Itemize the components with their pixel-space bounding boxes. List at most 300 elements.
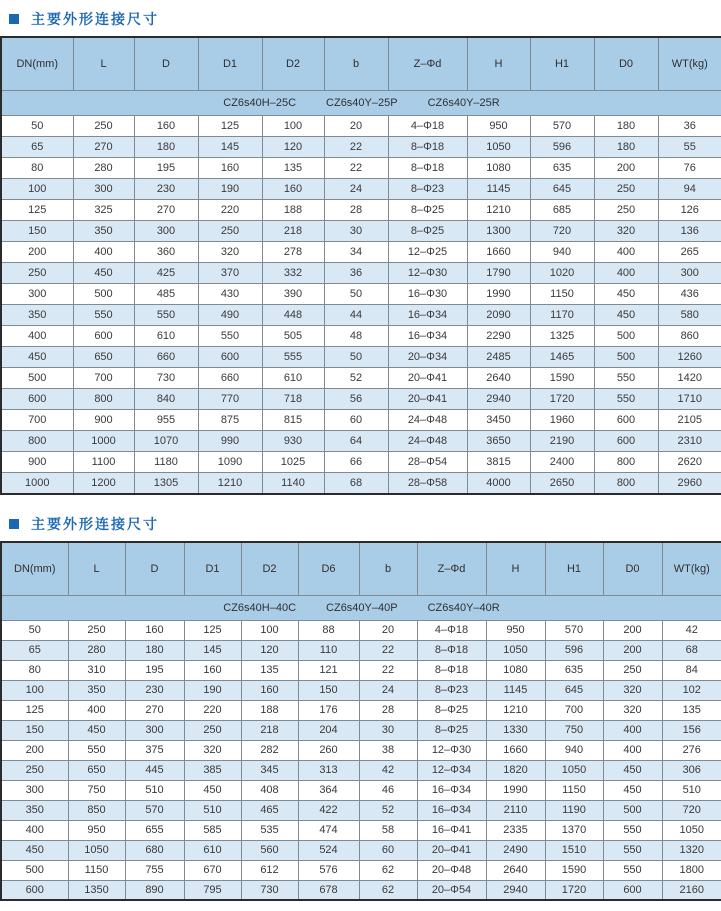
table-cell: 1990 (486, 780, 545, 800)
table-cell: 22 (359, 660, 417, 680)
table-cell: 1170 (530, 305, 594, 326)
table-cell: 1960 (530, 410, 594, 431)
table-cell: 1050 (486, 640, 545, 660)
table-cell: 1145 (486, 680, 545, 700)
table-cell: 80 (1, 660, 68, 680)
column-header: b (359, 542, 417, 596)
table-row (1, 473, 721, 494)
table-cell: 270 (134, 200, 198, 221)
column-header: D (125, 542, 184, 596)
table-cell: 60 (359, 840, 417, 860)
table-cell: 176 (298, 700, 359, 720)
table-cell: 600 (603, 880, 662, 900)
column-header: D6 (298, 542, 359, 596)
table-cell: 2620 (658, 452, 721, 473)
table-cell: 1050 (68, 840, 125, 860)
table-cell: 20–Φ41 (388, 389, 467, 410)
table-cell: 500 (1, 860, 68, 880)
table-cell: 1070 (134, 431, 198, 452)
table-cell: 350 (68, 680, 125, 700)
model-name: CZ6s40H–40C (223, 601, 297, 614)
table-row (1, 700, 721, 720)
table-cell: 36 (324, 263, 388, 284)
table-cell: 1150 (68, 860, 125, 880)
column-header: H1 (530, 37, 594, 91)
table-cell: 100 (262, 116, 324, 137)
column-header: D0 (594, 37, 658, 91)
table-cell: 2290 (467, 326, 530, 347)
table-cell: 364 (298, 780, 359, 800)
table-cell: 600 (1, 880, 68, 900)
table-cell: 8–Φ18 (388, 137, 467, 158)
table-cell: 24 (359, 680, 417, 700)
table-cell: 8–Φ23 (417, 680, 486, 700)
table-cell: 678 (298, 880, 359, 900)
table-cell: 180 (134, 137, 198, 158)
table-cell: 180 (594, 116, 658, 137)
table-cell: 188 (262, 200, 324, 221)
table-cell: 550 (134, 305, 198, 326)
table-cell: 450 (603, 760, 662, 780)
table-cell: 474 (298, 820, 359, 840)
table-row (1, 431, 721, 452)
column-header: D1 (198, 37, 262, 91)
table-cell: 670 (184, 860, 241, 880)
table-cell: 20–Φ48 (417, 860, 486, 880)
table-cell: 1150 (530, 284, 594, 305)
table-cell: 320 (603, 700, 662, 720)
table-cell: 600 (594, 431, 658, 452)
table-row (1, 860, 721, 880)
table-cell: 28 (359, 700, 417, 720)
table-row (1, 263, 721, 284)
table-row (1, 410, 721, 431)
table-cell: 1990 (467, 284, 530, 305)
column-header: WT(kg) (658, 37, 721, 91)
table-cell: 400 (68, 700, 125, 720)
table-cell: 755 (125, 860, 184, 880)
table-cell: 1080 (467, 158, 530, 179)
column-header: H1 (545, 542, 603, 596)
table-cell: 180 (125, 640, 184, 660)
table-cell: 3650 (467, 431, 530, 452)
table-cell: 135 (241, 660, 298, 680)
table-row (1, 389, 721, 410)
table-cell: 50 (324, 347, 388, 368)
table-cell: 550 (73, 305, 134, 326)
header-row (1, 542, 721, 596)
table-cell: 1050 (662, 820, 721, 840)
table-cell: 655 (125, 820, 184, 840)
table-row (1, 680, 721, 700)
table-cell: 1790 (467, 263, 530, 284)
table-cell: 350 (1, 305, 73, 326)
table-cell: 300 (1, 284, 73, 305)
table-cell: 76 (658, 158, 721, 179)
table-cell: 570 (125, 800, 184, 820)
table-cell: 16–Φ34 (417, 780, 486, 800)
table-cell: 596 (545, 640, 603, 660)
model-designations (1, 595, 721, 620)
table-cell: 596 (530, 137, 594, 158)
table-cell: 16–Φ34 (417, 800, 486, 820)
table-cell: 270 (73, 137, 134, 158)
table-cell: 56 (324, 389, 388, 410)
table-cell: 400 (1, 820, 68, 840)
table-cell: 160 (134, 116, 198, 137)
table-cell: 52 (359, 800, 417, 820)
table-cell: 860 (658, 326, 721, 347)
table-cell: 100 (241, 620, 298, 640)
table-cell: 30 (359, 720, 417, 740)
table-cell: 2110 (486, 800, 545, 820)
table-cell: 730 (134, 368, 198, 389)
table-cell: 4000 (467, 473, 530, 494)
table-row (1, 242, 721, 263)
table-cell: 465 (241, 800, 298, 820)
table-cell: 720 (530, 221, 594, 242)
table-cell: 160 (184, 660, 241, 680)
section-title-text: 主要外形连接尺寸 (31, 515, 159, 532)
column-header: H (467, 37, 530, 91)
table-cell: 36 (658, 116, 721, 137)
table-row (1, 660, 721, 680)
model-row (1, 595, 721, 620)
table-cell: 400 (603, 720, 662, 740)
table-row (1, 158, 721, 179)
table-cell: 2090 (467, 305, 530, 326)
table-cell: 645 (530, 179, 594, 200)
table-cell: 1320 (662, 840, 721, 860)
table-cell: 1510 (545, 840, 603, 860)
table-cell: 1820 (486, 760, 545, 780)
bullet-square-icon (9, 14, 19, 24)
table-cell: 195 (134, 158, 198, 179)
table-row (1, 200, 721, 221)
table-cell: 570 (545, 620, 603, 640)
table-cell: 230 (125, 680, 184, 700)
table-cell: 400 (1, 326, 73, 347)
table-cell: 1300 (467, 221, 530, 242)
table-cell: 875 (198, 410, 262, 431)
table-cell: 350 (73, 221, 134, 242)
table-cell: 320 (594, 221, 658, 242)
table-cell: 1210 (486, 700, 545, 720)
table-cell: 360 (134, 242, 198, 263)
table-cell: 1465 (530, 347, 594, 368)
table-cell: 50 (1, 620, 68, 640)
table-cell: 940 (545, 740, 603, 760)
table-cell: 800 (1, 431, 73, 452)
table-row (1, 221, 721, 242)
table-cell: 1590 (545, 860, 603, 880)
table-cell: 550 (603, 860, 662, 880)
section-title (0, 0, 721, 36)
table-cell: 188 (241, 700, 298, 720)
table-cell: 1720 (530, 389, 594, 410)
table-row (1, 820, 721, 840)
column-header: D (134, 37, 198, 91)
table-cell: 1800 (662, 860, 721, 880)
table-cell: 1210 (198, 473, 262, 494)
table-cell: 250 (198, 221, 262, 242)
table-cell: 650 (68, 760, 125, 780)
table-row (1, 116, 721, 137)
table-cell: 1720 (545, 880, 603, 900)
header-row (1, 37, 721, 91)
table-cell: 555 (262, 347, 324, 368)
table-cell: 195 (125, 660, 184, 680)
table-cell: 1330 (486, 720, 545, 740)
table-cell: 306 (662, 760, 721, 780)
table-cell: 12–Φ30 (417, 740, 486, 760)
table-cell: 1590 (530, 368, 594, 389)
table-cell: 8–Φ25 (388, 221, 467, 242)
table-cell: 430 (198, 284, 262, 305)
table-cell: 200 (603, 640, 662, 660)
section-title (0, 505, 721, 541)
table-cell: 524 (298, 840, 359, 860)
table-cell: 313 (298, 760, 359, 780)
table-cell: 250 (73, 116, 134, 137)
table-cell: 68 (662, 640, 721, 660)
table-cell: 680 (125, 840, 184, 860)
table-cell: 180 (594, 137, 658, 158)
table-cell: 190 (184, 680, 241, 700)
table-row (1, 840, 721, 860)
table-cell: 2190 (530, 431, 594, 452)
table-cell: 150 (1, 221, 73, 242)
table-cell: 8–Φ25 (388, 200, 467, 221)
table-cell: 265 (658, 242, 721, 263)
table-cell: 400 (603, 740, 662, 760)
table-cell: 230 (134, 179, 198, 200)
table-cell: 400 (73, 242, 134, 263)
table-cell: 300 (1, 780, 68, 800)
table-cell: 1020 (530, 263, 594, 284)
column-header: DN(mm) (1, 37, 73, 91)
table-cell: 121 (298, 660, 359, 680)
table-cell: 160 (125, 620, 184, 640)
table-cell: 160 (198, 158, 262, 179)
table-cell: 1210 (467, 200, 530, 221)
table-cell: 505 (262, 326, 324, 347)
table-cell: 20–Φ41 (388, 368, 467, 389)
table-cell: 1200 (73, 473, 134, 494)
table-cell: 2960 (658, 473, 721, 494)
table-cell: 250 (184, 720, 241, 740)
table-cell: 250 (594, 200, 658, 221)
table-cell: 145 (198, 137, 262, 158)
table-cell: 1000 (1, 473, 73, 494)
table-cell: 30 (324, 221, 388, 242)
table-cell: 2490 (486, 840, 545, 860)
table-cell: 2940 (486, 880, 545, 900)
table-cell: 2400 (530, 452, 594, 473)
table-cell: 450 (1, 840, 68, 860)
model-name: CZ6s40Y–25P (326, 97, 398, 109)
table-cell: 2640 (467, 368, 530, 389)
table-cell: 135 (262, 158, 324, 179)
table-cell: 560 (241, 840, 298, 860)
dimensions-table-25 (0, 36, 721, 495)
table-cell: 600 (1, 389, 73, 410)
table-row (1, 347, 721, 368)
table-cell: 1050 (545, 760, 603, 780)
table-cell: 600 (198, 347, 262, 368)
table-cell: 12–Φ30 (388, 263, 467, 284)
table-cell: 136 (658, 221, 721, 242)
table-cell: 795 (184, 880, 241, 900)
table-cell: 8–Φ23 (388, 179, 467, 200)
table-cell: 88 (298, 620, 359, 640)
table-cell: 8–Φ25 (417, 700, 486, 720)
column-header: Z–Φd (417, 542, 486, 596)
table-cell: 700 (73, 368, 134, 389)
table-cell: 8–Φ18 (417, 660, 486, 680)
table-cell: 1660 (467, 242, 530, 263)
table-cell: 370 (198, 263, 262, 284)
table-cell: 65 (1, 137, 73, 158)
table-cell: 218 (262, 221, 324, 242)
table-cell: 390 (262, 284, 324, 305)
table-cell: 84 (662, 660, 721, 680)
table-cell: 950 (467, 116, 530, 137)
table-cell: 940 (530, 242, 594, 263)
column-header: WT(kg) (662, 542, 721, 596)
table-cell: 800 (594, 473, 658, 494)
column-header: Z–Φd (388, 37, 467, 91)
model-designations (1, 91, 721, 116)
table-cell: 310 (68, 660, 125, 680)
table-cell: 510 (662, 780, 721, 800)
table-cell: 300 (658, 263, 721, 284)
table-cell: 48 (324, 326, 388, 347)
column-header: L (73, 37, 134, 91)
table-cell: 100 (1, 680, 68, 700)
table-row (1, 760, 721, 780)
table-row (1, 620, 721, 640)
table-cell: 22 (359, 640, 417, 660)
table-cell: 436 (658, 284, 721, 305)
table-cell: 44 (324, 305, 388, 326)
table-cell: 700 (1, 410, 73, 431)
table-cell: 20–Φ41 (417, 840, 486, 860)
table-cell: 1100 (73, 452, 134, 473)
table-cell: 200 (1, 242, 73, 263)
table-cell: 12–Φ25 (388, 242, 467, 263)
table-cell: 550 (603, 840, 662, 860)
table-cell: 66 (324, 452, 388, 473)
table-cell: 60 (324, 410, 388, 431)
table-cell: 120 (262, 137, 324, 158)
table-cell: 550 (603, 820, 662, 840)
table-cell: 450 (603, 780, 662, 800)
column-header: D2 (262, 37, 324, 91)
table-cell: 350 (1, 800, 68, 820)
table-cell: 385 (184, 760, 241, 780)
table-cell: 125 (184, 620, 241, 640)
table-cell: 24–Φ48 (388, 410, 467, 431)
table-cell: 150 (1, 720, 68, 740)
table-cell: 730 (241, 880, 298, 900)
table-cell: 20–Φ34 (388, 347, 467, 368)
table-cell: 22 (324, 158, 388, 179)
model-name: CZ6s40Y–25R (427, 97, 500, 109)
table-row (1, 640, 721, 660)
table-cell: 450 (1, 347, 73, 368)
table-cell: 450 (594, 284, 658, 305)
table-cell: 840 (134, 389, 198, 410)
model-name: CZ6s40Y–40R (427, 601, 500, 614)
table-cell: 20–Φ54 (417, 880, 486, 900)
table-cell: 280 (73, 158, 134, 179)
table-cell: 500 (73, 284, 134, 305)
table-cell: 400 (594, 242, 658, 263)
table-cell: 150 (298, 680, 359, 700)
column-header: b (324, 37, 388, 91)
table-cell: 1025 (262, 452, 324, 473)
table-cell: 345 (241, 760, 298, 780)
table-cell: 650 (73, 347, 134, 368)
table-cell: 950 (486, 620, 545, 640)
table-cell: 325 (73, 200, 134, 221)
table-cell: 20 (324, 116, 388, 137)
table-cell: 610 (262, 368, 324, 389)
table-cell: 850 (68, 800, 125, 820)
table-cell: 645 (545, 680, 603, 700)
table-cell: 1000 (73, 431, 134, 452)
table-cell: 8–Φ25 (417, 720, 486, 740)
table-cell: 550 (68, 740, 125, 760)
table-cell: 635 (530, 158, 594, 179)
table-cell: 28–Φ54 (388, 452, 467, 473)
table-row (1, 368, 721, 389)
table-row (1, 800, 721, 820)
table-row (1, 284, 721, 305)
table-cell: 450 (68, 720, 125, 740)
table-row (1, 305, 721, 326)
table-cell: 34 (324, 242, 388, 263)
table-cell: 2640 (486, 860, 545, 880)
table-cell: 718 (262, 389, 324, 410)
table-cell: 8–Φ18 (417, 640, 486, 660)
table-cell: 52 (324, 368, 388, 389)
table-row (1, 780, 721, 800)
table-cell: 220 (184, 700, 241, 720)
table-cell: 1190 (545, 800, 603, 820)
table-cell: 425 (134, 263, 198, 284)
table-cell: 278 (262, 242, 324, 263)
table-cell: 46 (359, 780, 417, 800)
table-cell: 610 (184, 840, 241, 860)
table-cell: 120 (241, 640, 298, 660)
table-cell: 570 (530, 116, 594, 137)
table-cell: 500 (594, 347, 658, 368)
table-row (1, 880, 721, 900)
table-cell: 42 (662, 620, 721, 640)
table-cell: 16–Φ30 (388, 284, 467, 305)
table-cell: 24 (324, 179, 388, 200)
table-cell: 448 (262, 305, 324, 326)
table-cell: 450 (184, 780, 241, 800)
table-cell: 1420 (658, 368, 721, 389)
table-cell: 1350 (68, 880, 125, 900)
table-cell: 1140 (262, 473, 324, 494)
table-cell: 450 (73, 263, 134, 284)
table-cell: 500 (1, 368, 73, 389)
table-row (1, 720, 721, 740)
